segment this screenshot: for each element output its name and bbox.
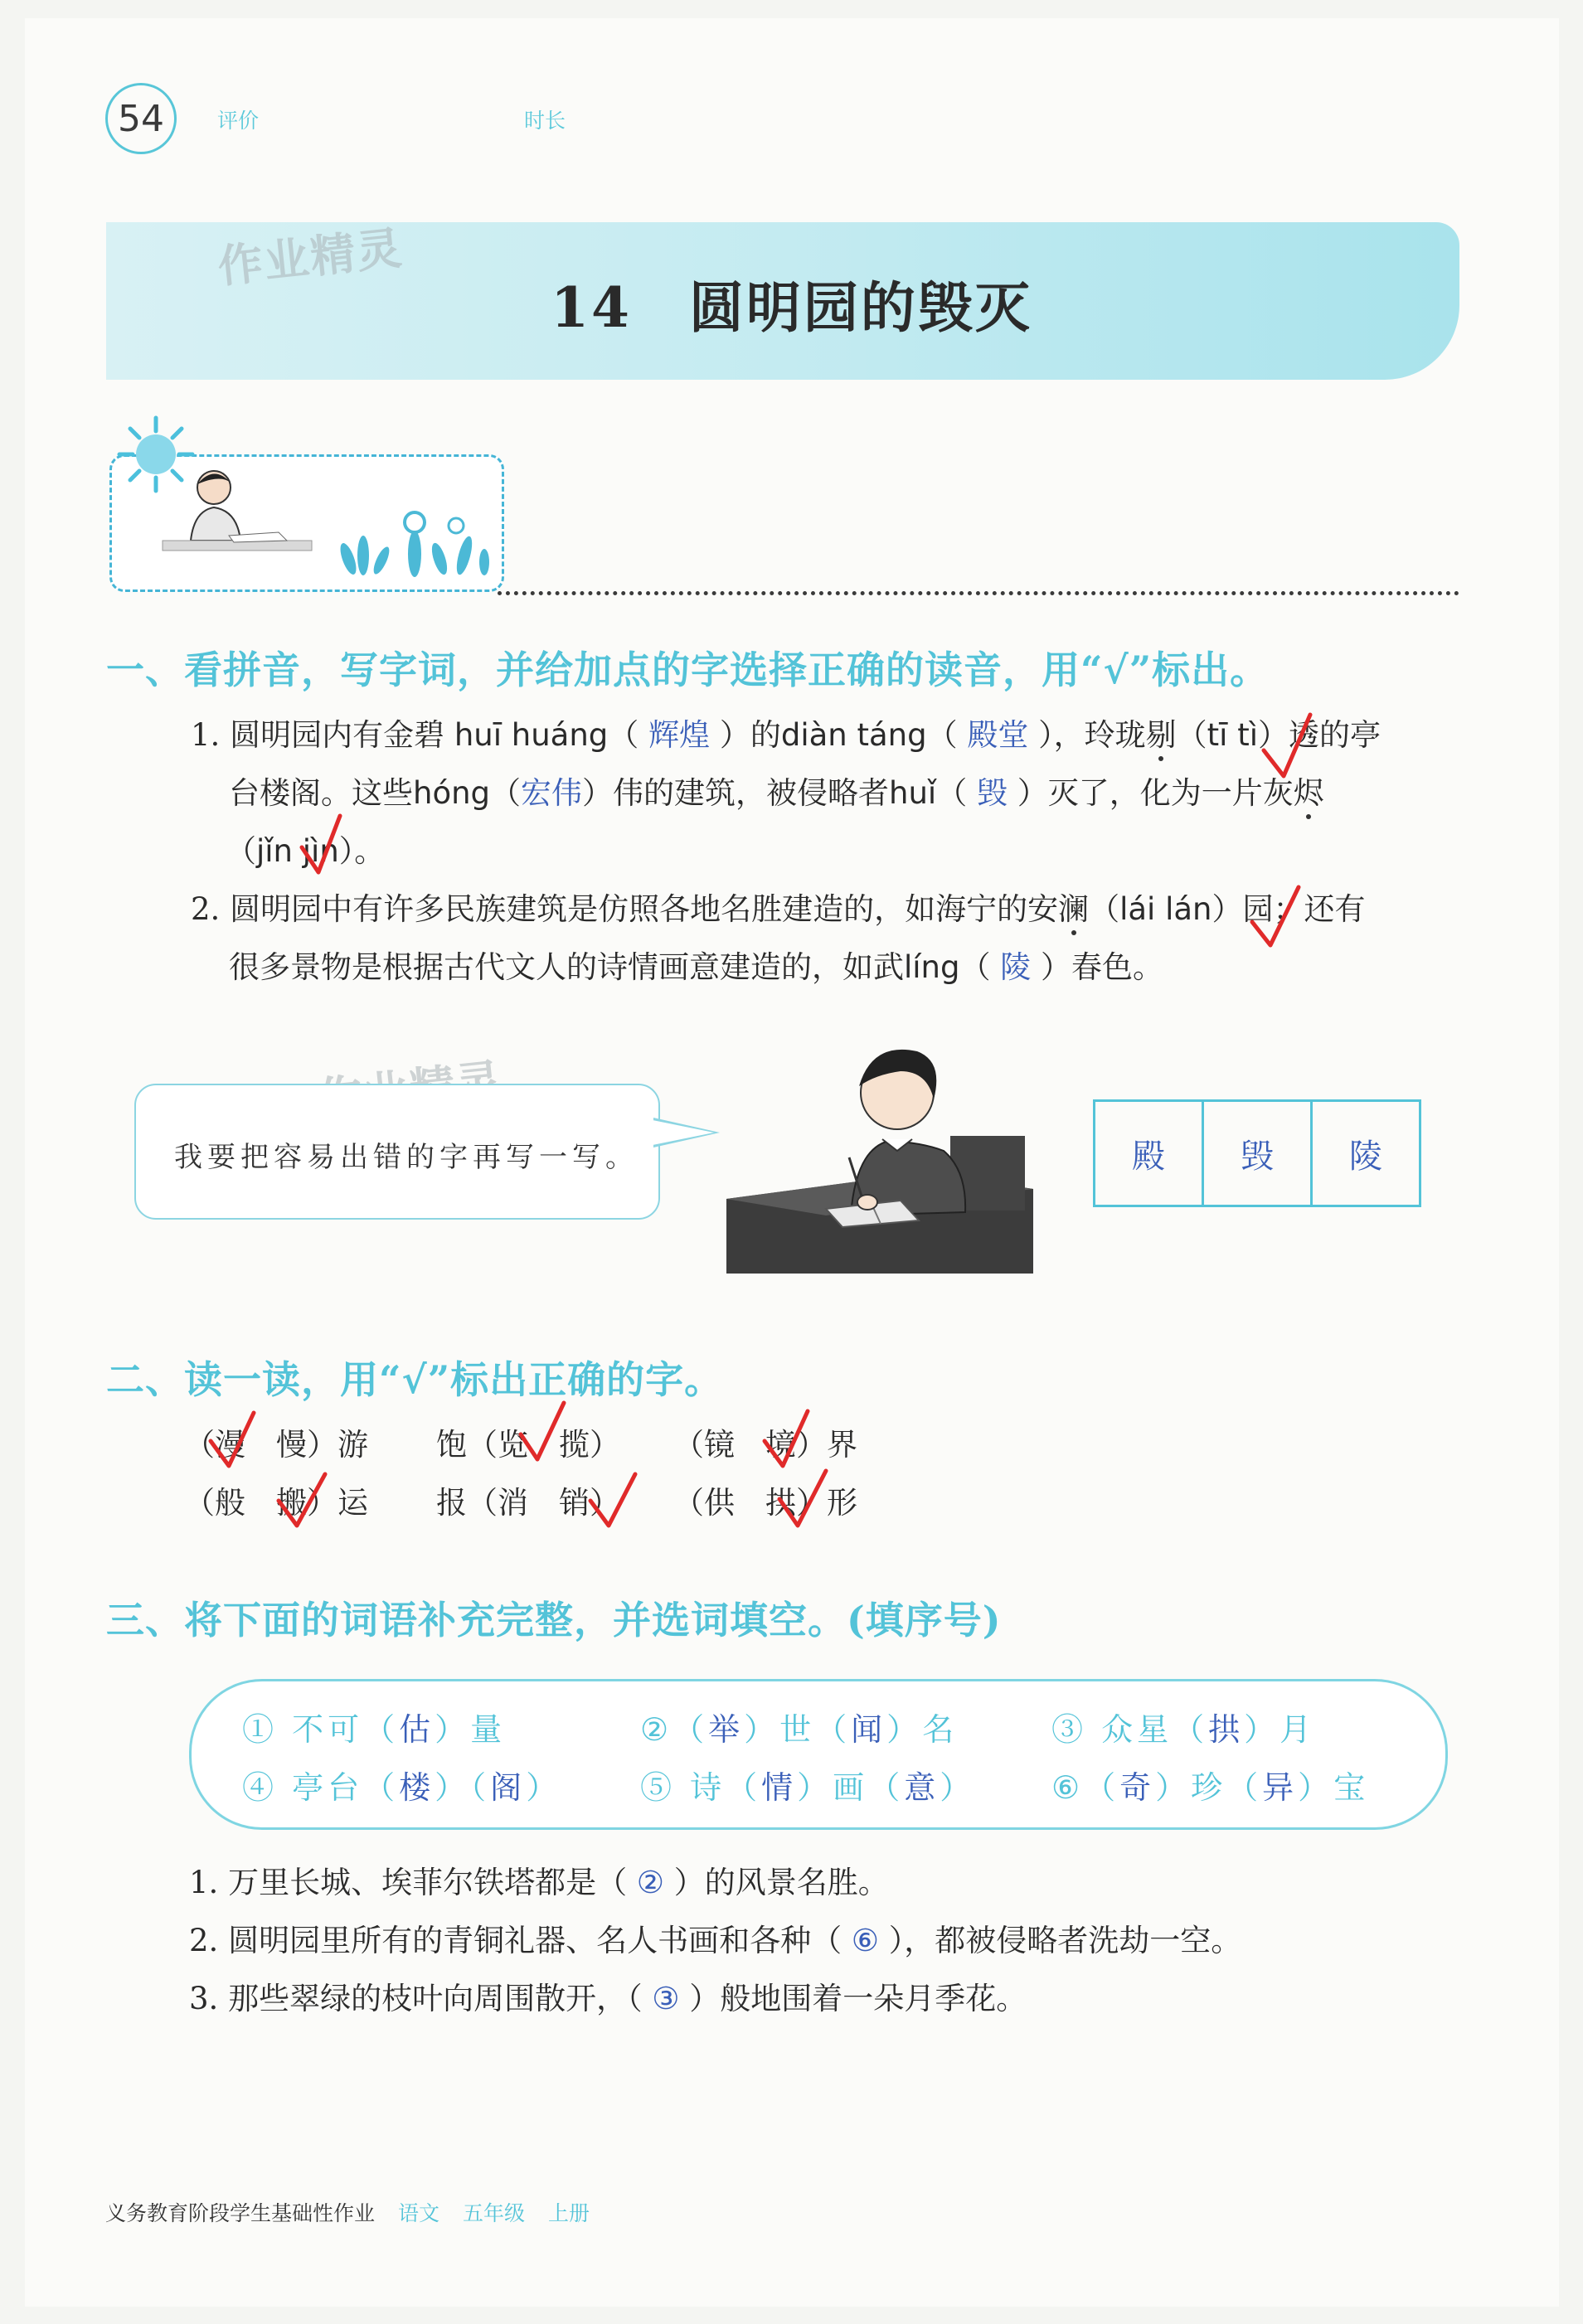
check-mark <box>211 1413 254 1466</box>
dotted-char: 剔 <box>1145 717 1177 753</box>
section2-heading: 二、读一读，用“√”标出正确的字。 <box>106 1357 724 1402</box>
word-item-5: ⑤ 诗（情）画（意） <box>640 1769 976 1806</box>
section3-heading: 三、将下面的词语补充完整，并选词填空。(填序号) <box>106 1598 1002 1642</box>
footer <box>105 2197 590 2227</box>
q2-text: 圆明园中有许多民族建筑是仿照各地名胜建造的，如海宁的安 <box>230 891 1059 927</box>
footer-volume: 上册 <box>548 2201 590 2225</box>
s3-sentence-2: 2. 圆明园里所有的青铜礼器、名人书画和各种（ ⑥ ），都被侵略者洗劫一空。 <box>189 1923 1242 1958</box>
answer: 宏伟 <box>521 775 583 811</box>
q2-text: 园；还有 <box>1242 891 1366 927</box>
word-item-4: ④ 亭台（楼）（阁） <box>242 1769 562 1806</box>
check-mark <box>590 1474 635 1526</box>
word-part: 游 <box>337 1427 368 1463</box>
q2-text: 很多景物是根据古代文人的诗情画意建造的，如武 <box>229 949 904 985</box>
s1-q1-line2: 台楼阁。这些hóng（宏伟）伟的建筑，被侵略者huǐ（ 毁 ）灭了，化为一片灰烬 <box>229 775 1324 811</box>
option: 境 <box>765 1427 796 1463</box>
word-item-3: ③ 众星（拱）月 <box>1051 1711 1316 1748</box>
option: 搬 <box>276 1485 307 1521</box>
option: 消 <box>498 1485 528 1521</box>
section1-heading: 一、看拼音，写字词，并给加点的字选择正确的读音，用“√”标出。 <box>106 648 1270 692</box>
s2-row1-item2: 饱（览 揽） <box>436 1427 620 1463</box>
dotted-char: 烬 <box>1293 775 1324 811</box>
s2-row1-item3: （镜 境）界 <box>673 1427 857 1463</box>
word-item-1: ① 不可（估）量 <box>242 1711 507 1748</box>
watermark: 作业精灵 <box>215 221 406 294</box>
option: 慢 <box>276 1427 307 1463</box>
option: 揽 <box>559 1427 590 1463</box>
dotted-char: 澜 <box>1058 891 1090 927</box>
check-mark <box>779 1471 826 1526</box>
pinyin-options: tī tì <box>1207 717 1258 753</box>
grid-cell: 毁 <box>1204 1102 1313 1205</box>
answer: 毁 <box>976 775 1008 811</box>
q2-text: 春色。 <box>1071 949 1164 985</box>
s3-sentence-1: 1. 万里长城、埃菲尔铁塔都是（ ② ）的风景名胜。 <box>189 1865 889 1900</box>
option: 销 <box>559 1485 590 1521</box>
s1-q1-line3: （jǐn jìn）。 <box>226 833 386 869</box>
check-mark <box>302 816 340 872</box>
check-mark <box>521 1403 564 1459</box>
grid-cell: 殿 <box>1095 1102 1204 1205</box>
pinyin: líng <box>904 949 960 985</box>
option: 拱 <box>765 1485 796 1521</box>
q2-number: 2. <box>191 891 221 927</box>
s1-q2-line1: 2. 圆明园中有许多民族建筑是仿照各地名胜建造的，如海宁的安澜（lái lán）园；还有 <box>191 891 1366 927</box>
check-mark <box>1264 715 1310 776</box>
s2-row2-item1: （般 搬）运 <box>184 1485 368 1521</box>
footer-grade: 五年级 <box>463 2201 526 2225</box>
pinyin-options: jǐn jìn <box>256 833 339 869</box>
pinyin: hóng <box>413 775 491 811</box>
option: 镜 <box>704 1427 735 1463</box>
q1-text: 的 <box>750 717 781 753</box>
check-mark <box>765 1411 808 1466</box>
q1-text: 伟的建筑，被侵略者 <box>613 775 890 811</box>
check-mark <box>1252 887 1299 945</box>
s2-row2-item2: 报（消 销） <box>436 1485 620 1521</box>
q1-number: 1. <box>191 717 221 753</box>
footer-subject: 语文 <box>398 2201 440 2225</box>
grid-cell: 陵 <box>1349 1137 1382 1176</box>
check-mark <box>279 1474 325 1526</box>
duration-label: 时长 <box>524 109 566 133</box>
word-part: 报 <box>436 1485 467 1521</box>
option: 漫 <box>215 1427 245 1463</box>
bubble-text: 我要把容易出错的字再写一写。 <box>174 1141 639 1174</box>
q1-text: 透的亭 <box>1288 717 1381 753</box>
word-part: 运 <box>337 1485 368 1521</box>
rating-label: 评价 <box>217 109 260 133</box>
pinyin: huī huáng <box>454 717 609 753</box>
answer: 陵 <box>1000 949 1032 985</box>
s1-q1-line1: 1. 圆明园内有金碧 huī huáng（ 辉煌 ）的diàn táng（ 殿堂 ），玲珑剔（tī tì）透的亭 <box>191 717 1381 753</box>
pinyin-options: lái lán <box>1119 891 1212 927</box>
word-item-2: ②（举）世（闻）名 <box>640 1711 959 1748</box>
q1-text: 。 <box>354 833 386 869</box>
answer: 辉煌 <box>648 717 711 753</box>
option: 般 <box>215 1485 245 1521</box>
word-part: 饱 <box>436 1427 467 1463</box>
word-item-6: ⑥（奇）珍（异）宝 <box>1051 1769 1370 1806</box>
footer-series: 义务教育阶段学生基础性作业 <box>105 2201 376 2225</box>
option: 供 <box>704 1485 735 1521</box>
page-number: 54 <box>105 83 177 154</box>
answer: 殿堂 <box>967 717 1029 753</box>
s2-row2-item3: （供 拱）形 <box>673 1485 857 1521</box>
s3-sentence-3: 3. 那些翠绿的枝叶向周围散开，（ ③ ）般地围着一朵月季花。 <box>189 1981 1027 2016</box>
q1-text: 圆明园内有金碧 <box>230 717 445 753</box>
s1-q2-line2: 很多景物是根据古代文人的诗情画意建造的，如武líng（ 陵 ）春色。 <box>229 949 1164 985</box>
option: 览 <box>498 1427 528 1463</box>
lesson-title: 14 圆明园的毁灭 <box>551 275 1032 340</box>
s2-row1-item1: （漫 慢）游 <box>184 1427 368 1463</box>
word-part: 界 <box>827 1427 857 1463</box>
word-part: 形 <box>827 1485 857 1521</box>
pinyin: huǐ <box>889 775 937 811</box>
pinyin: diàn táng <box>780 717 927 753</box>
q1-text: 台楼阁。这些 <box>229 775 413 811</box>
q1-text: 灭了，化为一片灰 <box>1047 775 1294 811</box>
